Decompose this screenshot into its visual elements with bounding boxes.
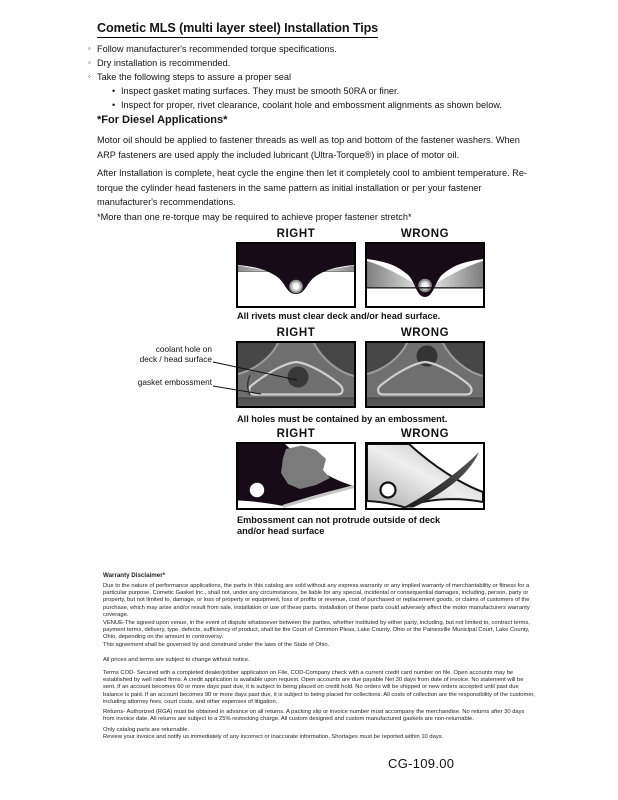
right-label: RIGHT [276,228,316,240]
returnable-notice [103,727,535,741]
governing-law-text: This agreement shall be governed by and construed under the laws of the State of Ohio. [103,641,330,648]
warranty-heading: Warranty Disclaimer* [103,572,166,579]
diagram-caption: All holes must be contained by an embossment. [237,414,448,424]
tip-text: Inspect for proper, rivet clearance, coolant hole and embossment alignments as shown below. [121,100,502,110]
review-invoice-text: Review your invoice and notify us immediately of any incorrect or inaccurate information. Shortages must be reported within 10 days. [103,734,444,741]
gasket-embossment-callout: gasket embossment [137,377,212,387]
rivet-wrong-diagram [365,242,485,308]
diesel-paragraph: Motor oil should be applied to fastener threads as well as top and bottom of the fastener washers. When ARP fasteners are used apply the included lubricant (Ultra-Torque®) in place of motor oil. [97,135,520,160]
wrong-label: WRONG [400,228,450,240]
embossment-inside-illustration [238,444,354,508]
filled-bullet-icon: • [112,100,116,110]
prices-notice: All prices and terms are subject to change without notice. [103,657,250,663]
terms-paragraph: Terms COD- Secured with a completed dealer/jobber application on File, COD-Company check with a current credit card number on file. Open accounts may be established by well rated firms. A credit application is available upon request. Open accounts are due payable Net 30 days from date of invoice. No statement will be sent. If an account becomes 60 or more days past due, it is subject to being placed on credit hold. No orders will be shipped or new orders accepted until past due balance is paid. If an account becomes 90 or more days past due, it is subject to being placed for collections. All costs of collection are the responsibility of the customer, including attorney fees, court costs, and other expenses of litigation. [103,670,535,705]
wrong-label: WRONG [400,327,450,339]
callout-text: coolant hole on [155,344,212,354]
embossment-wrong-diagram [365,442,485,510]
wrong-label: WRONG [400,428,450,440]
venue-text: VENUE-The agreed upon venue, in the event of dispute whatsoever between the parties, whether instituted by either party, including, but not limited to, contract terms, payment terms, delivery, type, defects, sufficiency of product, shall be the Court of Common Pleas, Lake County, Ohio or the Painesville Municipal Court, Lake County, Ohio, depending on the amount in controversy. [103,620,530,641]
page-number: CG-109.00 [388,756,455,771]
embossment-right-diagram [236,442,356,510]
hole-wrong-diagram [365,341,485,408]
caption-line: Embossment can not protrude outside of deck [237,515,441,525]
hole-contained-illustration [238,343,354,406]
diagram-caption [237,515,440,537]
coolant-hole-callout [92,345,212,364]
list-item [88,70,558,84]
filled-bullet-icon: • [112,86,116,96]
diesel-section-heading: *For Diesel Applications* [97,114,228,126]
tip-text: Dry installation is recommended. [97,58,231,68]
warranty-paragraph: Due to the nature of performance applications, the parts in this catalog are sold without any express warranty or any implied warranty of merchantability or fitness for a particular purpose. Cometic Gasket Inc., shall not, under any circumstances, be liable for any special, incidental or consequential damages, including, person, party or property, but not limited to, damage, or loss of property or equipment, loss of profits or revenue, cost of purchased or replacement goods, or claims of customers of the purchase, which may arise and/or result from sale, installation or use of these parts. Installation of these parts could adversely affect the motor manufacturers warranty coverage. [103,583,530,618]
hole-right-diagram [236,341,356,408]
rivet-right-diagram [236,242,356,308]
caption-line: and/or head surface [237,526,325,536]
list-item [88,56,558,70]
returns-paragraph: Returns- Authorized (RGA) must be obtained in advance on all returns. A packing slip or invoice number must accompany the merchandise. No returns after 30 days from invoice date. All returns are subject to a 25% restocking charge. All custom designed and custom manufactured gaskets are non-returnable. [103,709,525,723]
diagram-caption: All rivets must clear deck and/or head surface. [237,311,441,321]
right-label: RIGHT [276,428,316,440]
right-label: RIGHT [276,327,316,339]
retorque-note: *More than one re-torque may be required to achieve proper fastener stretch* [97,212,412,222]
open-bullet-icon: ◦ [88,58,91,67]
list-item [88,98,558,112]
page-title: Cometic MLS (multi layer steel) Installation Tips [97,21,378,38]
diesel-paragraph: After Installation is complete, heat cycle the engine then let it completely cool to ambient temperature. Re-torque the cylinder head fasteners in the same pattern as initial installation or per your fastener manufacturer's recommendations. [97,168,527,208]
tip-text: Follow manufacturer's recommended torque specifications. [97,44,337,54]
only-catalog-text: Only catalog parts are returnable. [103,727,190,733]
rivet-interfere-illustration [367,244,483,306]
open-bullet-icon: ◦ [88,72,91,81]
list-item [88,42,558,56]
embossment-protrude-illustration [367,444,483,508]
rivet-clear-illustration [238,244,354,306]
installation-tips-list [88,42,558,112]
tip-text: Inspect gasket mating surfaces. They must be smooth 50RA or finer. [121,86,400,96]
venue-paragraph [103,620,535,649]
callout-text: deck / head surface [139,353,212,364]
open-bullet-icon: ◦ [88,44,91,53]
list-item [88,84,558,98]
tip-text: Take the following steps to assure a proper seal [97,72,292,82]
hole-outside-illustration [367,343,483,406]
